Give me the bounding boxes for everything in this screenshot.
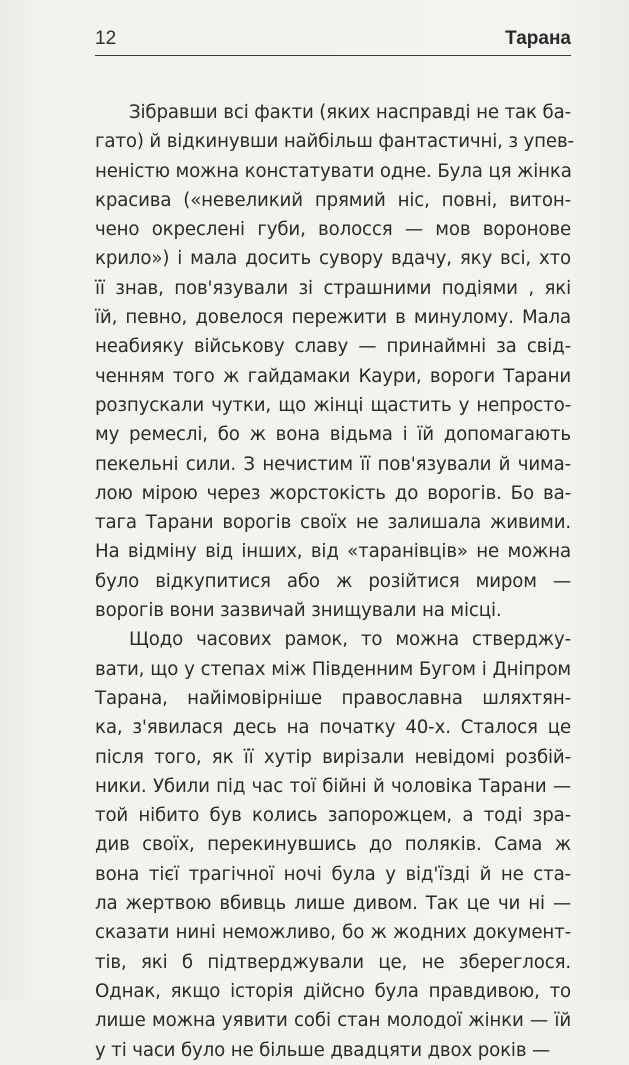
body-text	[95, 98, 574, 1065]
text-line: ка, з'явилася десь на початку 40-х. Сталося це	[95, 717, 571, 739]
text-line: ворогів вони зазвичай знищували на місці.	[95, 600, 502, 622]
text-line: лише можна уявити собі стан молодої жінки — їй	[95, 1010, 571, 1032]
text-line: вона тієї трагічної ночі була у від'їзді й не ста-	[95, 863, 571, 885]
text-line: розпускали чутки, що жінці щастить у непросто-	[95, 394, 571, 416]
text-line: тів, які б підтверджували це, не збереглося.	[95, 951, 571, 973]
text-line: її знав, пов'язували зі страшними подіями , які	[95, 277, 571, 299]
text-line: Щодо часових рамок, то можна стверджу-	[129, 629, 571, 651]
text-line: ченням того ж гайдамаки Каури, вороги Тарани	[95, 365, 571, 387]
paragraph	[95, 625, 571, 1064]
text-line: після того, як її хутір вирізали невідомі розбій-	[95, 746, 571, 768]
text-line: Тарана, найімовірніше православна шляхтян-	[95, 687, 571, 709]
text-line: му ремеслі, бо ж вона відьма і їй допомагають	[95, 424, 571, 446]
text-line: той нібито був колись запорожцем, а тоді зра-	[95, 805, 571, 827]
text-line: ники. Убили під час тої бійні й чоловіка Тарани —	[95, 775, 571, 797]
text-line: ла жертвою вбивць лише дивом. Так це чи ні —	[95, 893, 571, 915]
text-line: Зібравши всі факти (яких насправді не так ба-	[129, 102, 571, 123]
text-line: у ті часи було не більше двадцяти двох років —	[95, 1039, 551, 1061]
text-line: лою мірою через жорстокість до ворогів. Бо ва-	[95, 482, 571, 504]
text-line: неабияку військову славу — принаймні за свід-	[95, 336, 571, 358]
text-line: їй, певно, довелося пережити в минулому. Мала	[95, 307, 571, 329]
running-title: Тарана	[505, 28, 571, 49]
text-line: Однак, якщо історія дійсно була правдивою, то	[95, 980, 571, 1002]
text-line: було відкупитися або ж розійтися миром —	[95, 570, 571, 592]
text-line: гато) й відкинувши найбільш фантастичні, з упев-	[95, 131, 574, 153]
text-line: крило») і мала досить сувору вдачу, яку всі, хто	[95, 248, 571, 270]
page-number: 12	[95, 28, 117, 49]
text-line: пекельні сили. З нечистим її пов'язували й чима-	[95, 453, 571, 475]
text-line: чено окреслені губи, волосся — мов воронове	[95, 219, 571, 241]
text-line: вати, що у степах між Південним Бугом і Дніпром	[95, 658, 571, 680]
text-line: див своїх, перекинувшись до поляків. Сама ж	[95, 834, 571, 856]
paragraph	[95, 98, 574, 625]
text-line: красива («невеликий прямий ніс, повні, витон-	[95, 189, 571, 211]
text-line: тага Тарани ворогів своїх не залишала живими.	[95, 512, 571, 534]
text-line: На відміну від інших, від «таранівців» не можна	[95, 541, 571, 563]
text-line: сказати нині неможливо, бо ж жодних документ-	[95, 922, 571, 944]
text-line: неністю можна констатувати одне. Була ця жінка	[95, 160, 572, 182]
page-header	[95, 27, 571, 56]
